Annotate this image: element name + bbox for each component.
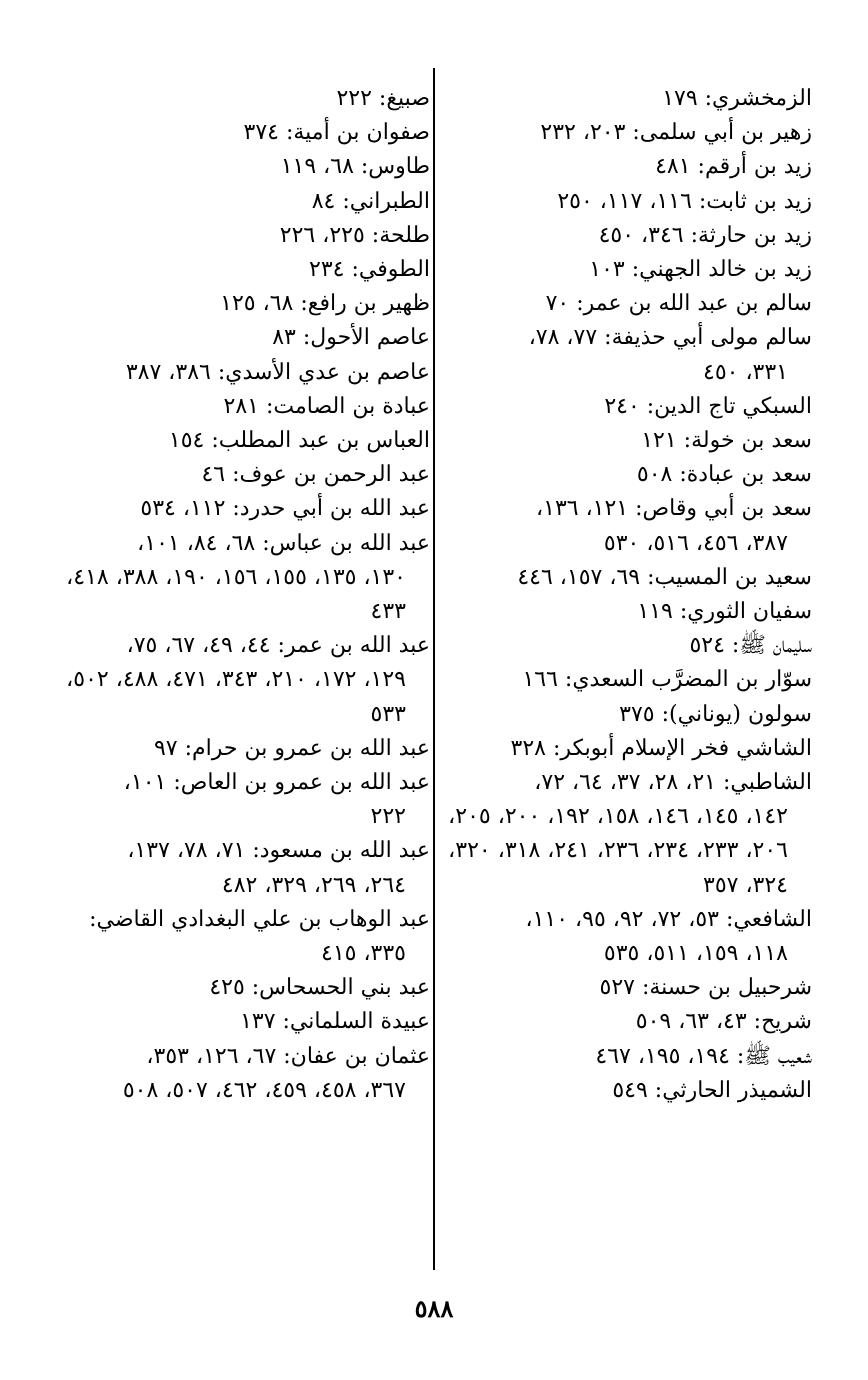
- index-entry: [440, 492, 812, 560]
- index-entry-text: سعد بن خولة: ١٢١: [641, 428, 812, 454]
- index-entry: [48, 458, 430, 492]
- index-column-left: [48, 82, 430, 1108]
- column-divider: [433, 68, 435, 1270]
- index-entry: [440, 629, 812, 663]
- index-entry-text: شعيب ﷺ: ١٩٤، ١٩٥، ٤٦٧: [595, 1043, 812, 1069]
- index-entry-text: عبد الله بن عمر: ٤٤، ٤٩، ٦٧، ٧٥،: [126, 633, 430, 659]
- index-entry-text: عبد الرحمن بن عوف: ٤٦: [201, 462, 430, 488]
- index-entry-text: عاصم الأحول: ٨٣: [272, 325, 430, 351]
- index-entry-continuation: ٣٣١، ٤٥٠: [703, 359, 788, 385]
- index-entry: [440, 390, 812, 424]
- index-entry: [48, 150, 430, 184]
- index-entry-text: عاصم بن عدي الأسدي: ٣٨٦، ٣٨٧: [125, 359, 430, 385]
- index-entry-continuation: ١٢٩، ١٧٢، ٢١٠، ٣٤٣، ٤٧١، ٤٨٨، ٥٠٢، ٥٣٣: [66, 667, 406, 727]
- index-column-right: [440, 82, 812, 1108]
- index-entry-continuation: ٣٨٧، ٤٥٦، ٥١٦، ٥٣٠: [603, 530, 788, 556]
- index-entry: [440, 219, 812, 253]
- index-entry: [440, 1040, 812, 1074]
- index-entry: [48, 253, 430, 287]
- index-entry: [48, 185, 430, 219]
- index-entry: [48, 82, 430, 116]
- index-entry-continuation: ٢٦٤، ٢٦٩، ٣٢٩، ٤٨٢: [221, 872, 406, 898]
- index-entry: [48, 116, 430, 150]
- index-entry-text: سوّار بن المضرَّب السعدي: ١٦٦: [522, 667, 812, 693]
- index-entry-text: عبد بني الحسحاس: ٤٢٥: [209, 975, 430, 1001]
- index-entry-text: زيد بن خالد الجهني: ١٠٣: [589, 257, 812, 283]
- index-entry-text: الشميذر الحارثي: ٥٤٩: [612, 1077, 812, 1103]
- index-entry: [48, 766, 430, 834]
- index-entry-text: الشافعي: ٥٣، ٧٢، ٩٢، ٩٥، ١١٠،: [525, 906, 812, 932]
- index-entry-continuation: ٣٦٧، ٤٥٨، ٤٥٩، ٤٦٢، ٥٠٧، ٥٠٨: [122, 1077, 406, 1103]
- index-entry-text: زيد بن أرقم: ٤٨١: [655, 154, 812, 180]
- index-entry: [48, 219, 430, 253]
- index-entry: [48, 356, 430, 390]
- index-entry: [48, 321, 430, 355]
- index-entry: [440, 424, 812, 458]
- index-entry: [48, 527, 430, 630]
- index-entry-text: سعيد بن المسيب: ٦٩، ١٥٧، ٤٤٦: [517, 564, 812, 590]
- index-entry: [48, 629, 430, 732]
- index-entry-text: زيد بن ثابت: ١١٦، ١١٧، ٢٥٠: [557, 188, 812, 214]
- index-entry: [440, 561, 812, 595]
- index-entry-text: طلحة: ٢٢٥، ٢٢٦: [279, 222, 430, 248]
- index-entry-text: عثمان بن عفان: ٦٧، ١٢٦، ٣٥٣،: [146, 1043, 430, 1069]
- index-entry-text: الشاشي فخر الإسلام أبوبكر: ٣٢٨: [510, 735, 812, 761]
- index-entry-text: سليمان ﷺ: ٥٢٤: [689, 633, 812, 659]
- index-entry-text: شرحبيل بن حسنة: ٥٢٧: [599, 975, 812, 1001]
- index-entry-text: طاوس: ٦٨، ١١٩: [280, 154, 430, 180]
- index-entry-text: صبيغ: ٢٢٢: [336, 86, 430, 111]
- index-entry-text: الطبراني: ٨٤: [311, 188, 430, 214]
- index-entry-text: عبيدة السلماني: ١٣٧: [240, 1009, 430, 1035]
- index-entry: [48, 492, 430, 526]
- index-entry-text: سولون (يوناني): ٣٧٥: [619, 701, 812, 727]
- index-entry: [48, 287, 430, 321]
- index-entry-text: السبكي تاج الدين: ٢٤٠: [604, 393, 812, 419]
- index-entry: [48, 971, 430, 1005]
- index-entry: [440, 185, 812, 219]
- index-entry-text: سعد بن عبادة: ٥٠٨: [636, 462, 812, 488]
- index-entry: [440, 1005, 812, 1039]
- index-entry-continuation: ٣٣٥، ٤١٥: [321, 941, 406, 967]
- index-entry-text: سالم مولى أبي حذيفة: ٧٧، ٧٨،: [528, 325, 812, 351]
- index-entry: [48, 903, 430, 971]
- index-entry-text: ظهير بن رافع: ٦٨، ١٢٥: [220, 291, 430, 317]
- index-entry: [48, 1040, 430, 1108]
- index-entry-text: العباس بن عبد المطلب: ١٥٤: [168, 428, 430, 454]
- index-entry-text: الزمخشري: ١٧٩: [662, 86, 812, 111]
- index-entry-text: عبد الله بن مسعود: ٧١، ٧٨، ١٣٧،: [127, 838, 430, 864]
- index-entry-text: سالم بن عبد الله بن عمر: ٧٠: [545, 291, 812, 317]
- index-entry: [440, 732, 812, 766]
- index-entry-text: عبد الله بن عمرو بن حرام: ٩٧: [153, 735, 430, 761]
- index-entry: [440, 903, 812, 971]
- index-entry-text: سفيان الثوري: ١١٩: [637, 599, 812, 625]
- index-entry: [440, 971, 812, 1005]
- index-entry-continuation: ١١٨، ١٥٩، ٥١١، ٥٣٥: [603, 941, 788, 967]
- index-entry: [48, 1005, 430, 1039]
- index-entry-continuation: ٢٢٢: [370, 804, 406, 830]
- index-entry: [440, 82, 812, 116]
- index-entry-text: سعد بن أبي وقاص: ١٢١، ١٣٦،: [536, 496, 812, 522]
- index-entry-text: عبد الوهاب بن علي البغدادي القاضي:: [89, 906, 430, 932]
- index-entry-text: عبد الله بن عباس: ٦٨، ٨٤، ١٠١،: [137, 530, 430, 556]
- index-entry-text: الطوفي: ٢٣٤: [309, 257, 430, 283]
- index-entry: [440, 321, 812, 389]
- index-entry-text: صفوان بن أمية: ٣٧٤: [243, 120, 430, 146]
- index-entry-text: عبد الله بن أبي حدرد: ١١٢، ٥٣٤: [140, 496, 430, 522]
- index-entry: [440, 766, 812, 903]
- index-entry: [440, 1074, 812, 1108]
- index-entry-continuation: ١٤٢، ١٤٥، ١٤٦، ١٥٨، ١٩٢، ٢٠٠، ٢٠٥، ٢٠٦، ٢٣٣، ٢٣٤، ٢٣٦، ٢٤١، ٣١٨، ٣٢٠، ٣٢٤، ٣٥٧: [448, 804, 788, 898]
- index-entry: [48, 732, 430, 766]
- index-entry: [440, 458, 812, 492]
- index-entry-continuation: ١٣٠، ١٣٥، ١٥٥، ١٥٦، ١٩٠، ٣٨٨، ٤١٨، ٤٣٣: [66, 564, 406, 625]
- page-number: ٥٨٨: [414, 1294, 454, 1323]
- index-entry: [48, 834, 430, 902]
- index-entry-text: الشاطبي: ٢١، ٢٨، ٣٧، ٦٤، ٧٢،: [534, 770, 812, 796]
- index-entry: [440, 150, 812, 184]
- index-entry: [48, 424, 430, 458]
- index-entry-text: شريح: ٤٣، ٦٣، ٥٠٩: [635, 1009, 812, 1035]
- index-entry: [440, 253, 812, 287]
- index-entry: [440, 663, 812, 697]
- index-entry-text: زهير بن أبي سلمى: ٢٠٣، ٢٣٢: [540, 120, 812, 146]
- index-entry-text: زيد بن حارثة: ٣٤٦، ٤٥٠: [598, 222, 812, 248]
- index-entry-text: عبادة بن الصامت: ٢٨١: [223, 393, 430, 419]
- index-entry: [440, 116, 812, 150]
- index-entry: [440, 698, 812, 732]
- index-entry: [48, 390, 430, 424]
- index-entry: [440, 287, 812, 321]
- index-entry: [440, 595, 812, 629]
- index-entry-text: عبد الله بن عمرو بن العاص: ١٠١،: [123, 770, 430, 796]
